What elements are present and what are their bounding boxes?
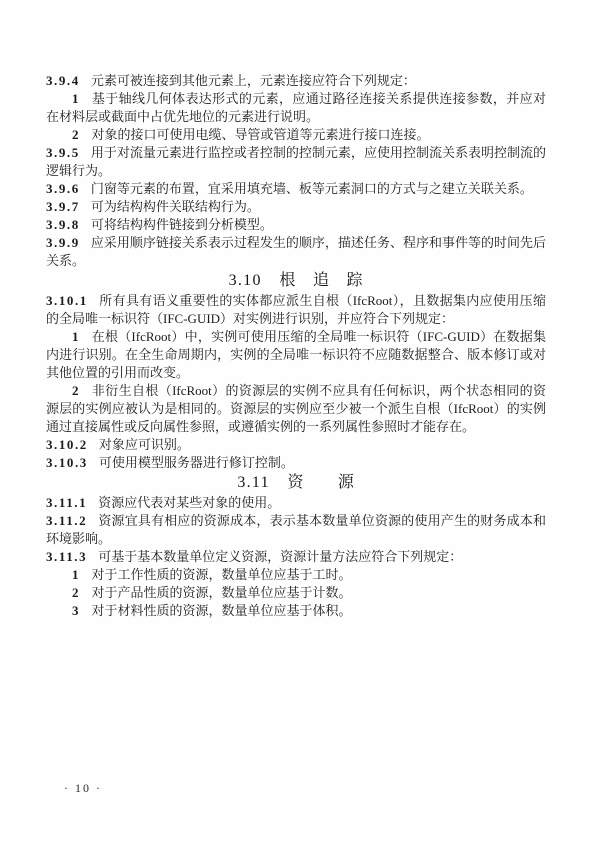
item-number: 2 <box>72 127 79 142</box>
clause-text: 可为结构构件关联结构行为。 <box>90 199 260 214</box>
clause-3-9-5 <box>46 144 546 180</box>
clause-3-9-6 <box>46 180 546 198</box>
item-number: 3 <box>72 603 79 618</box>
item-text: 在根（IfcRoot）中，实例可使用压缩的全局唯一标识符（IFC-GUID）在数据集内进行识别。在全生命周期内，实例的全局唯一标识符不应随数据整合、版本修订或对其他位置的引用而改变。 <box>46 329 546 380</box>
item-text: 对于工作性质的资源，数量单位应基于工时。 <box>91 567 352 582</box>
section-heading-3-11 <box>46 472 546 494</box>
clause-number: 3.10.2 <box>46 437 88 452</box>
clause-text: 对象应可识别。 <box>98 437 190 452</box>
clause-3-10-1 <box>46 292 546 328</box>
item-text: 基于轴线几何体表达形式的元素，应通过路径连接关系提供连接参数，并应对在材料层或截面中占优先地位的元素进行说明。 <box>46 91 546 124</box>
clause-number: 3.9.7 <box>46 199 80 214</box>
clause-3-11-1 <box>46 494 546 512</box>
clause-3-9-4 <box>46 72 546 90</box>
sub-item-2 <box>46 126 546 144</box>
item-number: 1 <box>72 91 79 106</box>
item-text: 对于材料性质的资源，数量单位应基于体积。 <box>91 603 352 618</box>
clause-text: 可使用模型服务器进行修订控制。 <box>98 455 294 470</box>
clause-number: 3.10.3 <box>46 455 88 470</box>
clause-number: 3.9.9 <box>46 235 80 250</box>
clause-3-10-2 <box>46 436 546 454</box>
clause-text: 用于对流量元素进行监控或者控制的控制元素，应使用控制流关系表明控制流的逻辑行为。 <box>46 145 546 178</box>
document-content <box>46 72 546 620</box>
clause-3-10-3 <box>46 454 546 472</box>
sub-item-1 <box>46 90 546 126</box>
section-heading-3-10 <box>46 270 546 292</box>
item-number: 1 <box>72 567 79 582</box>
clause-3-9-9 <box>46 234 546 270</box>
clause-3-11-2 <box>46 512 546 548</box>
item-text: 对于产品性质的资源，数量单位应基于计数。 <box>91 585 352 600</box>
clause-text: 可将结构构件链接到分析模型。 <box>90 217 273 232</box>
clause-number: 3.10.1 <box>46 293 88 308</box>
clause-number: 3.9.4 <box>46 73 80 88</box>
clause-text: 所有具有语义重要性的实体都应派生自根（IfcRoot），且数据集内应使用压缩的全局唯一标识符（IFC-GUID）对实例进行识别，并应符合下列规定： <box>46 293 546 326</box>
clause-text: 元素可被连接到其他元素上，元素连接应符合下列规定： <box>90 73 416 88</box>
clause-text: 资源应代表对某些对象的使用。 <box>98 495 281 510</box>
section-number: 3.10 <box>228 272 262 289</box>
sub-item-1 <box>46 328 546 382</box>
section-title: 根 追 踪 <box>279 272 364 289</box>
clause-text: 可基于基本数量单位定义资源，资源计量方法应符合下列规定： <box>98 549 463 564</box>
clause-3-11-3 <box>46 548 546 566</box>
clause-text: 应采用顺序链接关系表示过程发生的顺序，描述任务、程序和事件等的时间先后关系。 <box>46 235 546 268</box>
sub-item-2 <box>46 584 546 602</box>
clause-3-9-7 <box>46 198 546 216</box>
clause-text: 资源宜具有相应的资源成本，表示基本数量单位资源的使用产生的财务成本和环境影响。 <box>46 513 546 546</box>
clause-number: 3.9.6 <box>46 181 80 196</box>
clause-number: 3.9.8 <box>46 217 80 232</box>
clause-text: 门窗等元素的布置，宜采用填充墙、板等元素洞口的方式与之建立关联关系。 <box>90 181 533 196</box>
item-number: 2 <box>72 383 79 398</box>
sub-item-3 <box>46 602 546 620</box>
item-number: 2 <box>72 585 79 600</box>
item-number: 1 <box>72 329 79 344</box>
clause-3-9-8 <box>46 216 546 234</box>
section-title: 资 源 <box>287 474 355 491</box>
item-text: 非衍生自根（IfcRoot）的资源层的实例不应具有任何标识，两个状态相同的资源层的实例应被认为是相同的。资源层的实例应至少被一个派生自根（IfcRoot）的实例通过直接属性或反向属性参照，或遵循实例的一系列属性参照时才能存在。 <box>46 383 546 434</box>
sub-item-2 <box>46 382 546 436</box>
item-text: 对象的接口可使用电缆、导管或管道等元素进行接口连接。 <box>91 127 430 142</box>
sub-item-1 <box>46 566 546 584</box>
clause-number: 3.11.2 <box>46 513 88 528</box>
clause-number: 3.11.3 <box>46 549 88 564</box>
clause-number: 3.9.5 <box>46 145 80 160</box>
section-number: 3.11 <box>237 474 270 491</box>
page-number: · 10 · <box>64 781 102 795</box>
clause-number: 3.11.1 <box>46 495 88 510</box>
